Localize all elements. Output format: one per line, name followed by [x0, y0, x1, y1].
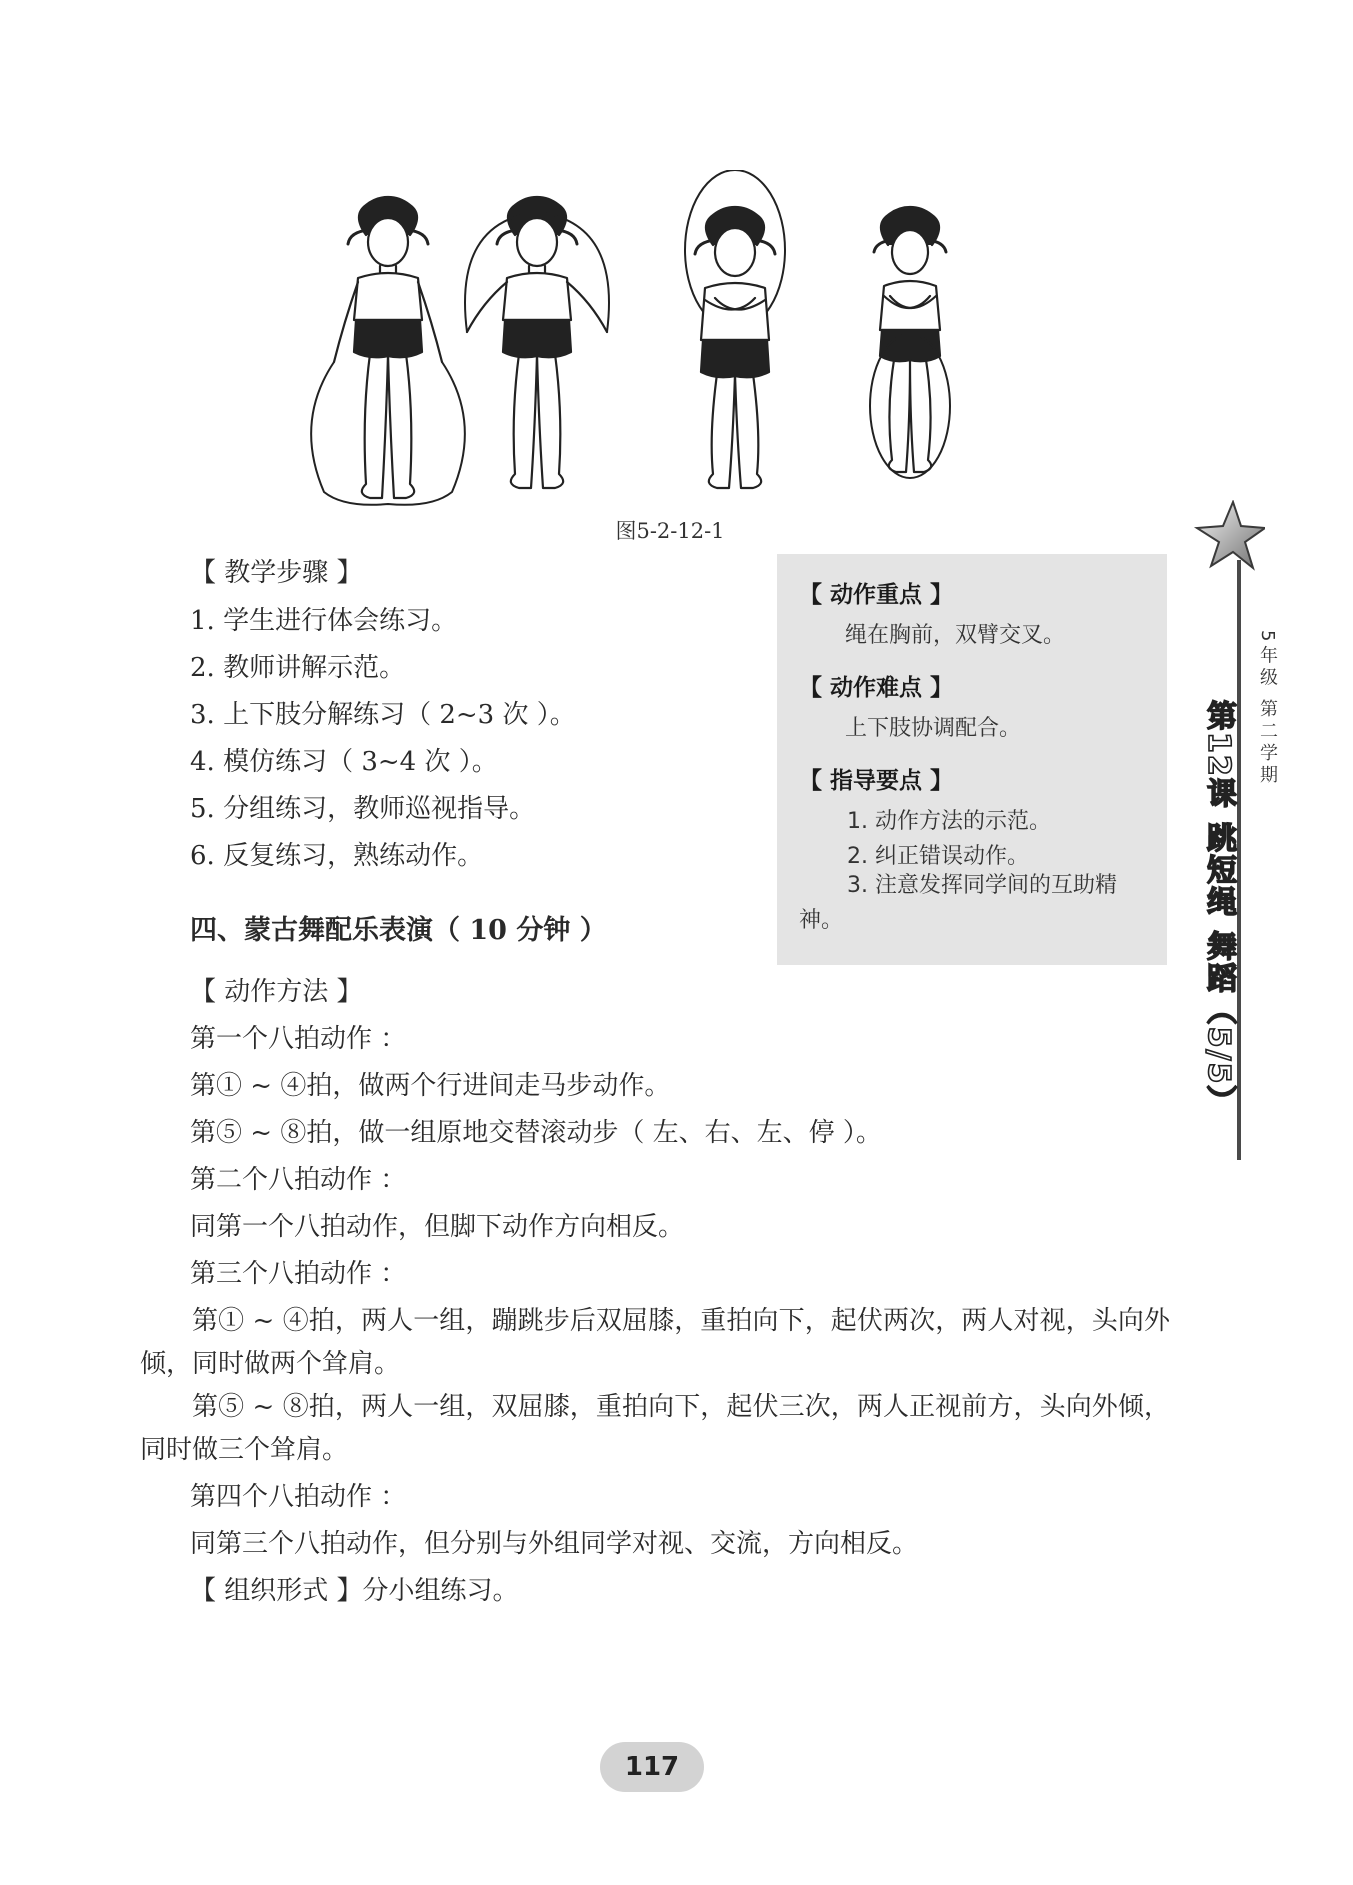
- teaching-step: 1. 学生进行体会练习。: [190, 606, 458, 636]
- eight-beat-text: 同第一个八拍动作，但脚下动作方向相反。: [190, 1212, 685, 1242]
- girl-figure-3: [685, 170, 785, 488]
- difficulty-title: 【 动作难点 】: [799, 675, 954, 701]
- guide-title: 【 指导要点 】: [799, 768, 954, 794]
- tip-box: [777, 554, 1167, 965]
- teaching-step: 3. 上下肢分解练习（ 2~3 次 ）。: [190, 700, 576, 730]
- lesson-title-label: 第12课 跳短绳 舞蹈（5/5）: [1201, 700, 1236, 1118]
- teaching-steps-title: 【 教学步骤 】: [190, 558, 363, 588]
- teaching-step: 4. 模仿练习（ 3~4 次 ）。: [190, 747, 498, 777]
- star-icon: [1193, 500, 1265, 572]
- girl-figure-4: [870, 207, 950, 478]
- organization-form: 【 组织形式 】分小组练习。: [190, 1576, 519, 1606]
- eight-beat-heading: 第四个八拍动作 ：: [190, 1482, 407, 1512]
- guide-item: 2. 纠正错误动作。: [847, 844, 1029, 869]
- key-point-text: 绳在胸前，双臂交叉。: [845, 623, 1066, 648]
- teaching-step: 2. 教师讲解示范。: [190, 653, 406, 683]
- difficulty-text: 上下肢协调配合。: [845, 716, 1022, 741]
- eight-beat-heading: 第一个八拍动作 ：: [190, 1024, 407, 1054]
- eight-beat-text: 第⑤ ~ ⑧拍，做一组原地交替滚动步（ 左、右、左、停 ）。: [190, 1118, 882, 1148]
- eight-beat-text: 第① ~ ④拍，做两个行进间走马步动作。: [190, 1071, 671, 1101]
- eight-beat-heading: 第三个八拍动作 ：: [190, 1259, 407, 1289]
- eight-beat-text: 同第三个八拍动作，但分别与外组同学对视、交流，方向相反。: [190, 1529, 919, 1559]
- eight-beat-heading: 第二个八拍动作 ：: [190, 1165, 407, 1195]
- figure-caption: 图5-2-12-1: [615, 519, 725, 543]
- guide-item: 3. 注意发挥同学间的互助精神。: [799, 873, 1117, 933]
- girl-figure-1: [311, 197, 465, 505]
- eight-beat-paragraph: 第⑤ ~ ⑧拍，两人一组，双屈膝，重拍向下，起伏三次，两人正视前方，头向外倾，同时做三个耸肩。: [140, 1392, 1170, 1465]
- key-point-title: 【 动作重点 】: [799, 582, 954, 608]
- guide-item: 1. 动作方法的示范。: [847, 809, 1051, 834]
- teaching-step: 6. 反复练习，熟练动作。: [190, 841, 484, 871]
- teaching-step: 5. 分组练习，教师巡视指导。: [190, 794, 536, 824]
- girl-figure-2: [465, 197, 609, 488]
- eight-beat-paragraph: 第① ~ ④拍，两人一组，蹦跳步后双屈膝，重拍向下，起伏两次，两人对视，头向外倾，同时做两个耸肩。: [140, 1306, 1170, 1379]
- jump-rope-illustration: [290, 170, 990, 515]
- section-heading: 四、蒙古舞配乐表演（ 10 分钟 ）: [190, 915, 607, 946]
- grade-semester-label: 5年级 第二学期: [1257, 630, 1278, 788]
- page-number: 117: [624, 1752, 680, 1782]
- action-method-title: 【 动作方法 】: [190, 977, 363, 1007]
